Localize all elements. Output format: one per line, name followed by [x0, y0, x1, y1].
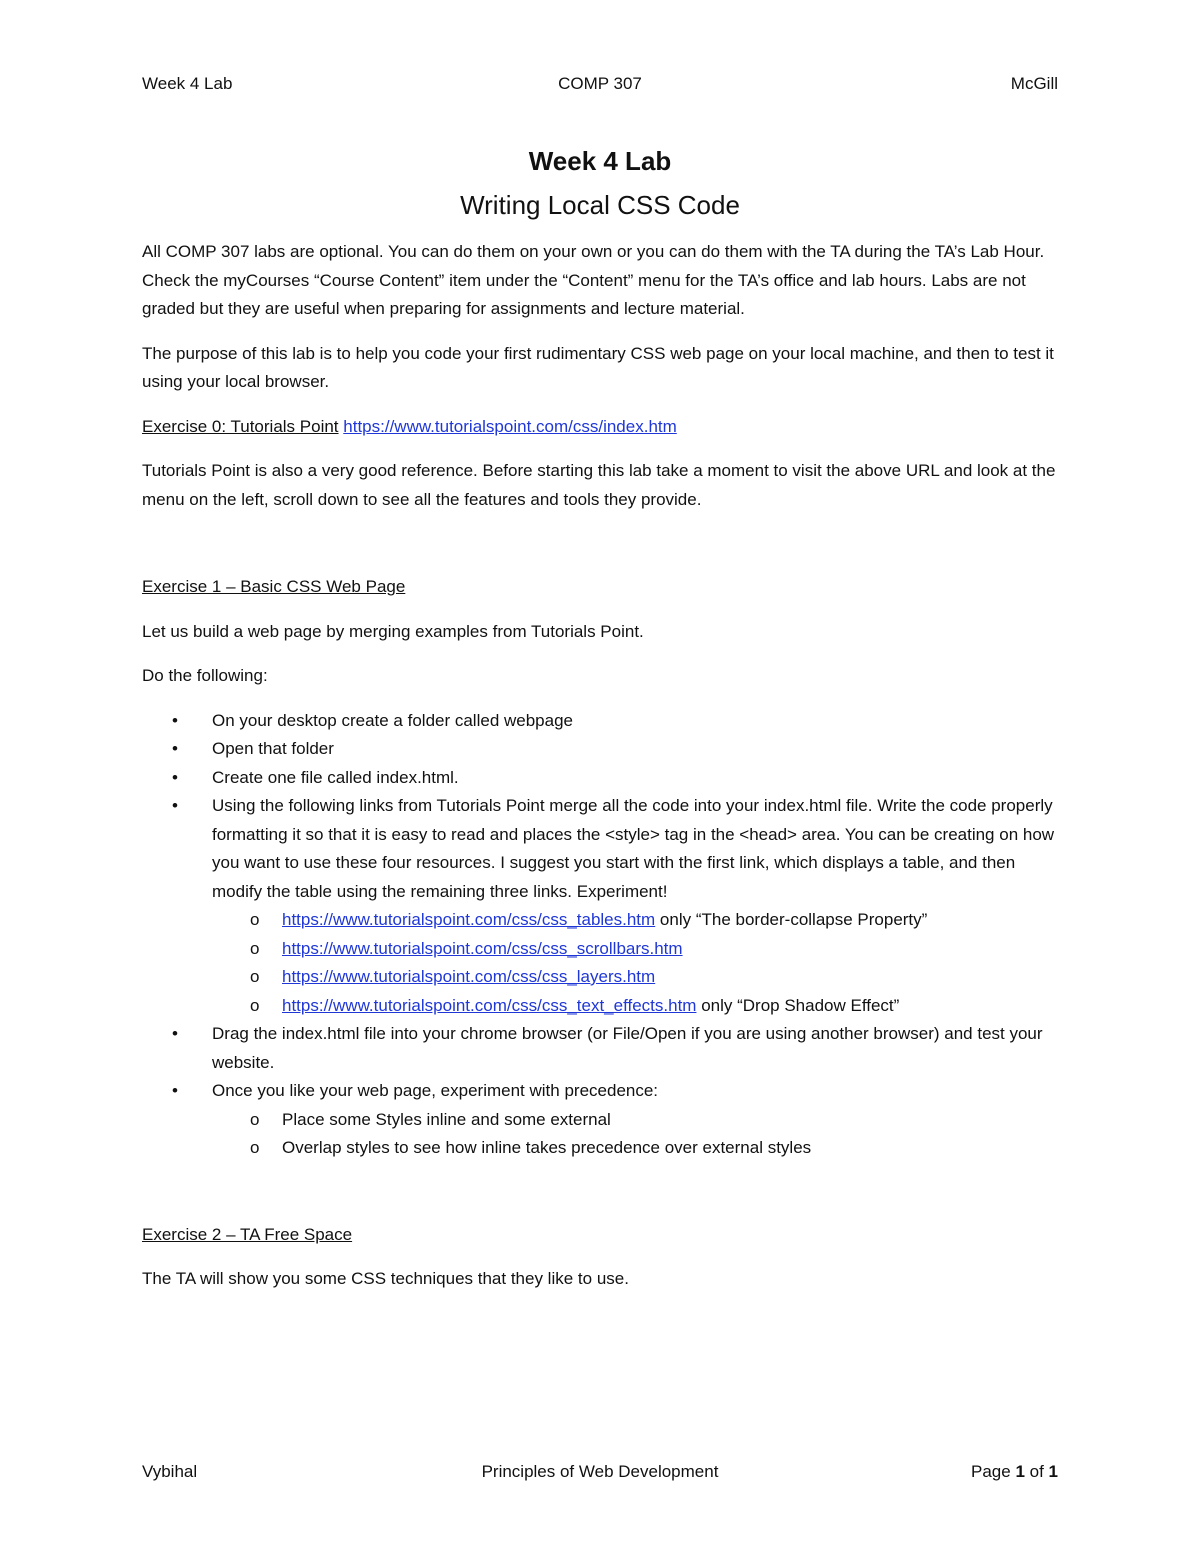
exercise-0-text: Tutorials Point is also a very good reference. Before starting this lab take a moment to visit the above URL and look at the menu on the left, scroll down to see all the features and tools they provide.: [142, 461, 1056, 509]
layers-link[interactable]: https://www.tutorialspoint.com/css/css_layers.htm: [282, 967, 656, 986]
bullet-icon: •: [172, 767, 178, 787]
bullet-item: [142, 707, 1058, 736]
bullet-item: [142, 792, 1058, 1020]
sub-bullet-icon: o: [250, 1109, 260, 1129]
bullet-icon: •: [172, 739, 178, 758]
sub-bullet-text: Overlap styles to see how inline takes precedence over external styles: [282, 1138, 812, 1157]
bullet-text: Drag the index.html file into your chrome browser (or File/Open if you are using another browser) and test your website.: [212, 1024, 1043, 1072]
tutorial-link-list: [212, 906, 1058, 1020]
bullet-icon: •: [172, 1024, 178, 1043]
header-right: McGill: [1010, 74, 1058, 93]
page-number: [971, 1460, 1058, 1484]
link-note: only “The border-collapse Property”: [655, 910, 928, 929]
intro-paragraph-2: The purpose of this lab is to help you code your first rudimentary CSS web page on your local machine, and then to test it using your local browser.: [142, 343, 1054, 391]
bullet-icon: •: [172, 796, 178, 815]
header-center: COMP 307: [558, 74, 642, 93]
page-header: [142, 72, 1058, 96]
of-label: of: [1024, 1462, 1049, 1481]
exercise-2-heading-line: [142, 1221, 1058, 1250]
text-effects-link[interactable]: https://www.tutorialspoint.com/css/css_text_effects.htm: [282, 995, 697, 1015]
exercise-0-heading-line: [142, 413, 1058, 442]
link-note: only “Drop Shadow Effect”: [696, 995, 900, 1015]
sub-bullet-item: [212, 935, 1058, 964]
bullet-item: [142, 1020, 1058, 1077]
exercise-1-heading-line: [142, 573, 1058, 602]
page-total: 1: [1048, 1462, 1058, 1481]
bullet-item: [142, 1077, 1058, 1163]
page-footer: [142, 1460, 1058, 1484]
exercise-1-text-2: Do the following:: [142, 666, 268, 685]
bullet-text: Using the following links from Tutorials Point merge all the code into your index.html file. Write the code properly formatting it so that it is easy to read and places the <style> tag in the <head> area. You can be creating on how you want to use these four resources. I suggest you start with the first link, which displays a table, and then modify the table using the remaining three links. Experiment!: [212, 796, 1055, 901]
bullet-item: [142, 764, 1058, 793]
sub-bullet-item: [212, 1134, 1058, 1163]
tables-link[interactable]: https://www.tutorialspoint.com/css/css_tables.htm: [282, 910, 656, 929]
sub-bullet-icon: o: [250, 1138, 260, 1157]
sub-bullet-item: [212, 1106, 1058, 1135]
page-num: 1: [1015, 1462, 1025, 1481]
sub-bullet-icon: o: [250, 910, 260, 929]
bullet-icon: •: [172, 710, 178, 730]
exercise-2-heading: Exercise 2 – TA Free Space: [142, 1224, 353, 1244]
precedence-list: [212, 1106, 1058, 1163]
bullet-text: Open that folder: [212, 739, 334, 758]
exercise-2-text: The TA will show you some CSS techniques that they like to use.: [142, 1269, 629, 1288]
footer-center: Principles of Web Development: [481, 1462, 719, 1481]
sub-bullet-icon: o: [250, 967, 260, 986]
bullet-text: Create one file called index.html.: [212, 767, 459, 787]
bullet-icon: •: [172, 1081, 178, 1100]
footer-left: Vybihal: [142, 1462, 198, 1481]
sub-bullet-text: Place some Styles inline and some external: [282, 1109, 611, 1129]
sub-bullet-item: [212, 992, 1058, 1021]
spacer: [142, 530, 1058, 573]
document-title: Week 4 Lab: [528, 146, 672, 176]
sub-bullet-item: [212, 963, 1058, 992]
exercise-1-text-1: Let us build a web page by merging examples from Tutorials Point.: [142, 621, 644, 641]
sub-bullet-icon: o: [250, 938, 260, 958]
header-left: Week 4 Lab: [142, 74, 233, 93]
exercise-1-heading: Exercise 1 – Basic CSS Web Page: [142, 577, 406, 596]
exercise-1-bullet-list: [142, 707, 1058, 1163]
bullet-text: On your desktop create a folder called webpage: [212, 710, 574, 730]
intro-paragraph-1: All COMP 307 labs are optional. You can do them on your own or you can do them with the TA during the TA’s Lab Hour. Check the myCourses “Course Content” item under the “Content” menu for the TA’s office and lab hours. Labs are not graded but they are useful when preparing for assignments and lecture material.: [142, 242, 1045, 318]
exercise-0-heading: Exercise 0: Tutorials Point: [142, 416, 339, 436]
bullet-text: Once you like your web page, experiment with precedence:: [212, 1081, 659, 1100]
exercise-0-link[interactable]: https://www.tutorialspoint.com/css/index.htm: [343, 416, 677, 436]
document-body: [142, 238, 1058, 1310]
scrollbars-link[interactable]: https://www.tutorialspoint.com/css/css_scrollbars.htm: [282, 938, 683, 958]
document-subtitle: Writing Local CSS Code: [460, 190, 740, 220]
sub-bullet-item: [212, 906, 1058, 935]
bullet-item: [142, 735, 1058, 764]
spacer: [142, 1163, 1058, 1221]
sub-bullet-icon: o: [250, 995, 260, 1015]
page-label: Page: [971, 1462, 1016, 1481]
